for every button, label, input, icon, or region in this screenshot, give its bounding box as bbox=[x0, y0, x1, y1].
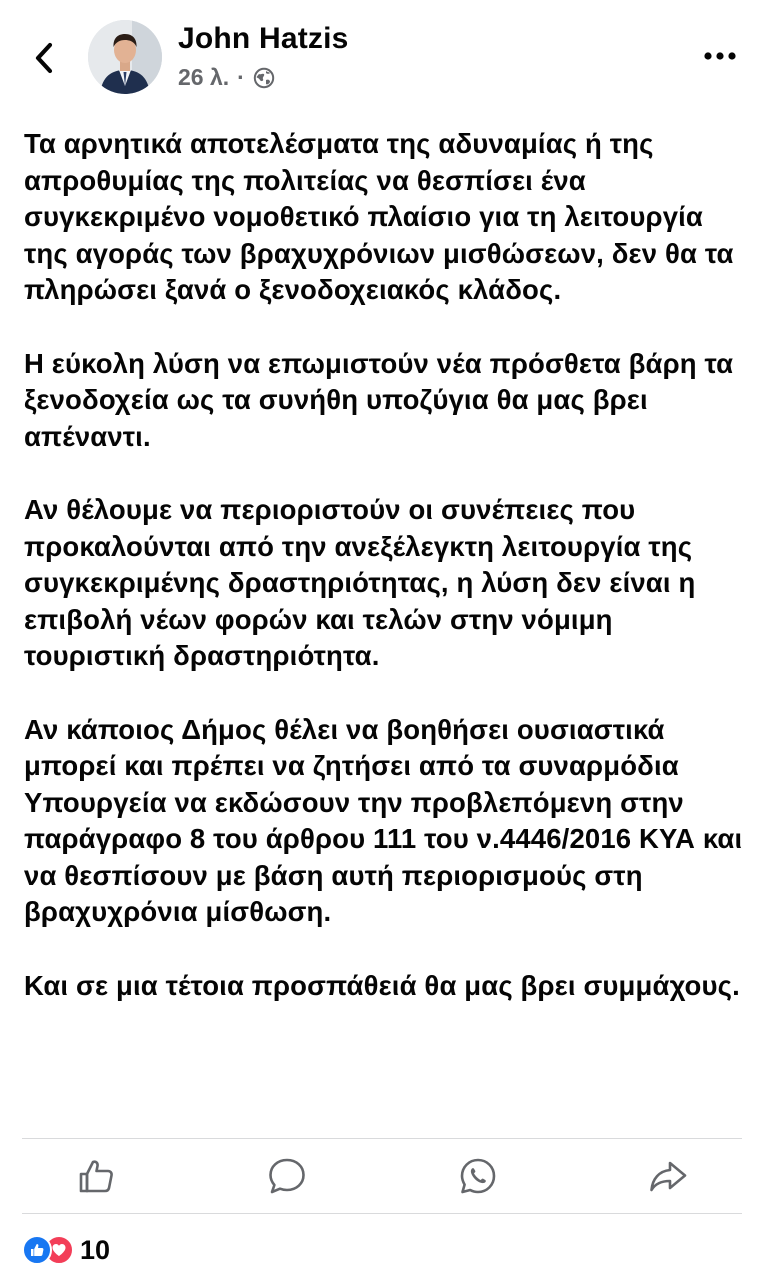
reaction-count: 10 bbox=[80, 1234, 111, 1265]
whatsapp-icon bbox=[458, 1156, 498, 1196]
comment-button[interactable] bbox=[265, 1154, 309, 1198]
divider bbox=[22, 1138, 742, 1139]
meta-separator: · bbox=[237, 64, 245, 90]
post-paragraph: Τα αρνητικά αποτελέσματα της αδυναμίας ή της απροθυμίας της πολιτείας να θεσπίσει ένα συγκεκριμένο νομοθετικό πλαίσιο για τη λειτουργία της αγοράς των βραχυχρόνιων μισθώσεων, δεν θα τα πληρώσει ξανά ο ξενοδοχειακός κλάδος. bbox=[24, 128, 734, 306]
like-icon bbox=[77, 1157, 115, 1195]
post-paragraph: Αν θέλουμε να περιοριστούν οι συνέπειες που προκαλούνται από την ανεξέλεγκτη λειτουργία της συγκεκριμένης δραστηριότητας, η λύση δεν είναι η επιβολή νέων φορών και τελών στην νόμιμη τουριστική δραστηριότητα. bbox=[24, 493, 696, 672]
like-button[interactable] bbox=[74, 1154, 118, 1198]
like-reaction-icon bbox=[22, 1235, 52, 1265]
comment-icon bbox=[267, 1156, 307, 1196]
post-time[interactable]: 26 λ. bbox=[178, 64, 230, 90]
more-horizontal-icon bbox=[703, 51, 737, 61]
avatar[interactable] bbox=[88, 20, 162, 94]
post-header bbox=[0, 0, 764, 108]
author-name[interactable]: John Hatzis bbox=[178, 22, 349, 55]
action-bar bbox=[0, 1140, 764, 1212]
more-options-button[interactable] bbox=[700, 44, 740, 68]
post-paragraph: Και σε μια τέτοια προσπάθειά θα μας βρει συμμάχους. bbox=[24, 969, 740, 1001]
profile-photo bbox=[88, 20, 162, 94]
divider bbox=[22, 1213, 742, 1214]
chevron-left-icon bbox=[33, 41, 55, 75]
post-paragraph: Αν κάποιος Δήμος θέλει να βοηθήσει ουσιαστικά μπορεί και πρέπει να ζητήσει από τα συναρμόδια Υπουργεία να εκδώσουν την προβλεπόμενη στην παράγραφο 8 του άρθρου 111 του ν.4446/2016 ΚΥΑ και να θεσπίσουν με βάση αυτή περιορισμούς στη βραχυχρόνια μίσθωση. bbox=[24, 713, 743, 928]
back-button[interactable] bbox=[26, 38, 62, 78]
post-meta bbox=[178, 64, 275, 91]
reactions-summary[interactable] bbox=[22, 1232, 110, 1268]
whatsapp-share-button[interactable] bbox=[456, 1154, 500, 1198]
share-icon bbox=[648, 1156, 688, 1196]
post-paragraph: Η εύκολη λύση να επωμιστούν νέα πρόσθετα βάρη τα ξενοδοχεία ως τα συνήθη υποζύγια θα μας βρει απέναντι. bbox=[24, 347, 734, 452]
post-text bbox=[24, 126, 750, 1041]
globe-icon bbox=[253, 67, 275, 89]
share-button[interactable] bbox=[646, 1154, 690, 1198]
